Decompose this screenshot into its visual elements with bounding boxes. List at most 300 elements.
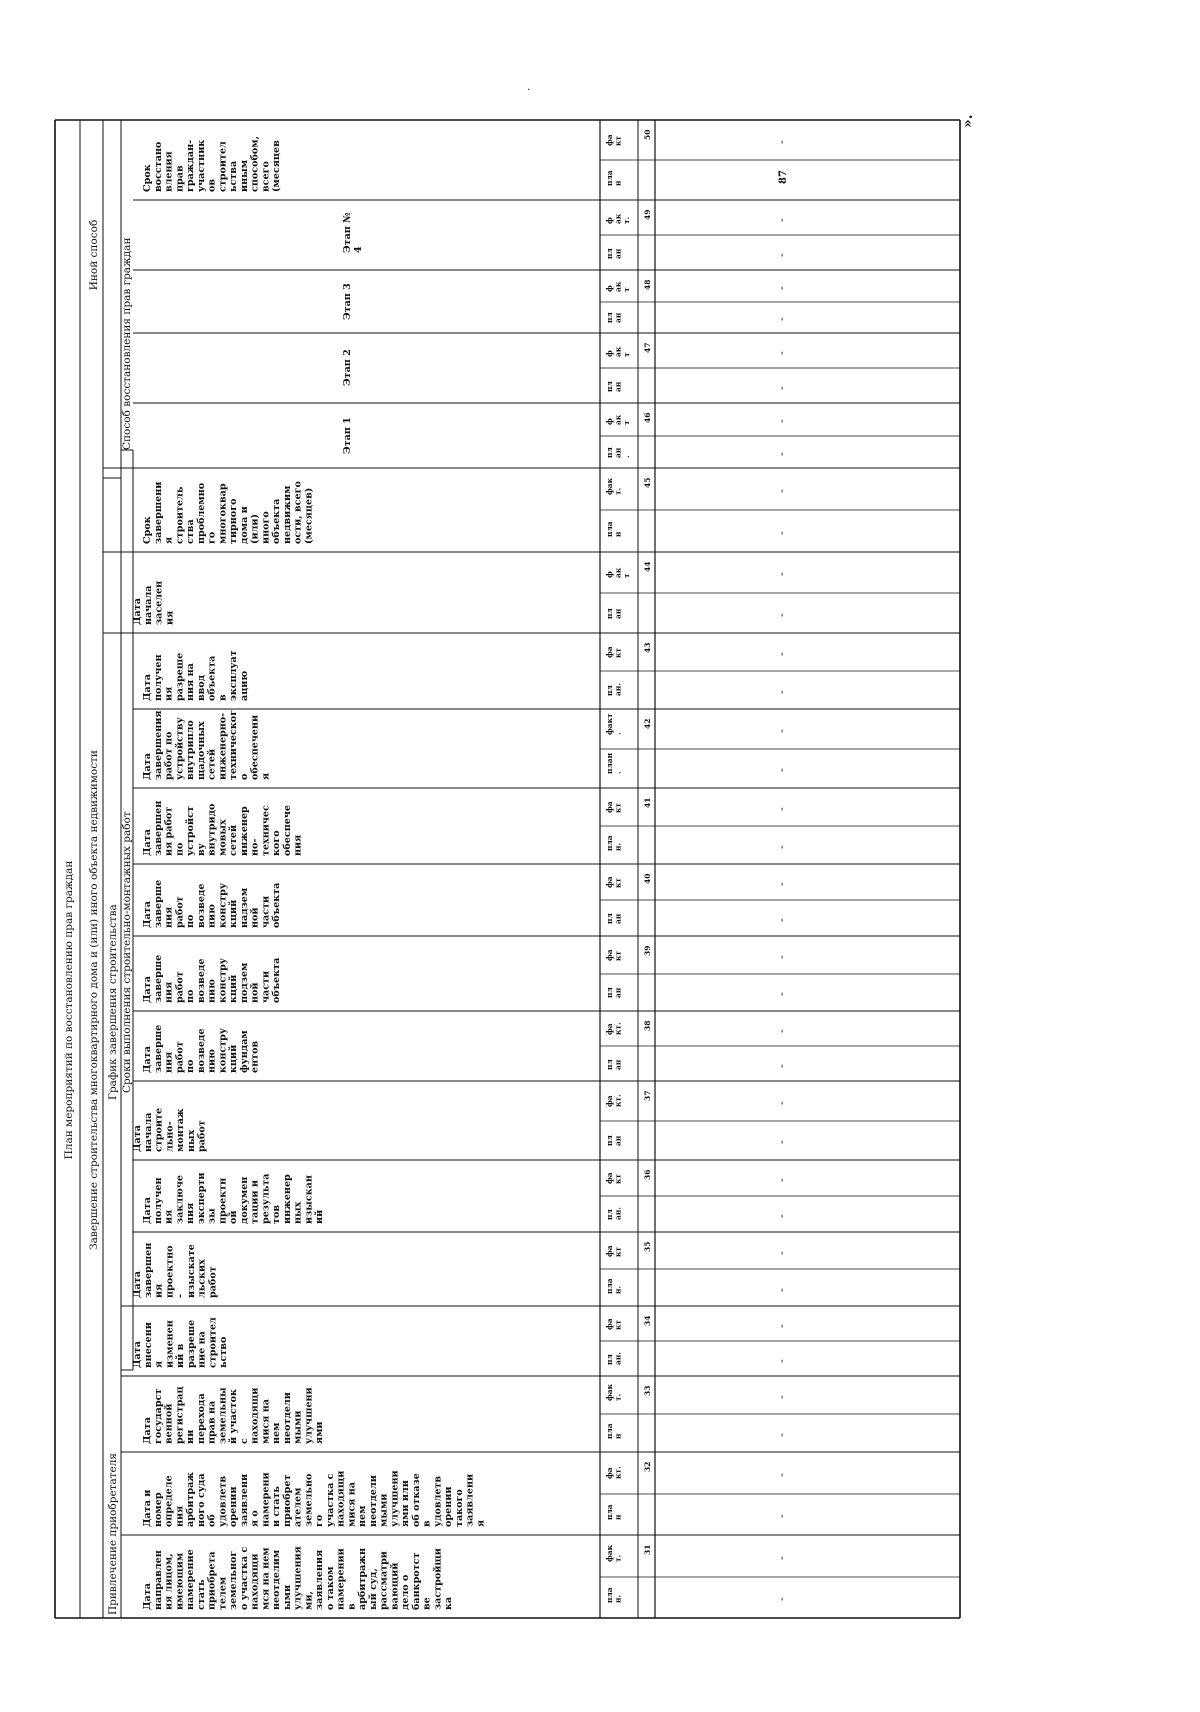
plan-label-46-line: . (621, 455, 631, 458)
column-number-50 (643, 130, 652, 140)
column-caption-38-line: возведе (195, 1028, 207, 1073)
plan-label-41 (605, 835, 622, 851)
plan-label-40-line: пл (605, 913, 614, 924)
plan-label-36-line: ан. (613, 1207, 623, 1220)
column-caption-35-line: изыскате (185, 1244, 197, 1298)
column-caption-41-line: кого (271, 830, 283, 856)
column-caption-49-line: Этап № (342, 212, 353, 253)
fact-value-45-line: - (775, 489, 788, 493)
plan-label-46-line: пл (605, 447, 614, 458)
column-caption-34-line: строител (207, 1317, 219, 1368)
fact-label-45-line: фак (605, 477, 614, 495)
fact-value-48 (775, 286, 788, 290)
fact-label-47-line: т (621, 352, 631, 357)
column-number-42 (643, 719, 652, 729)
fact-label-50-line: кт (613, 135, 623, 146)
column-number-50-line: 50 (643, 129, 652, 140)
plan-label-44-line: ан (613, 608, 623, 619)
fact-label-31-line: фак (605, 1544, 614, 1562)
fact-value-31-line: - (775, 1556, 788, 1560)
column-number-37-line: 37 (643, 1090, 652, 1101)
table-texts (63, 82, 976, 1615)
column-caption-50-line: прав (174, 165, 186, 192)
fact-label-37 (605, 1094, 622, 1107)
column-caption-43-line: получен (152, 654, 164, 701)
column-number-41-line: 41 (643, 797, 652, 808)
plan-value-39 (775, 992, 788, 996)
fact-label-46 (605, 414, 631, 425)
column-caption-31-line: банкротст (410, 1552, 422, 1610)
column-caption-33-line: находящи (249, 1387, 261, 1444)
column-caption-45-line: тирного (228, 498, 240, 544)
column-caption-36 (142, 1172, 325, 1224)
column-caption-43-line: в (217, 694, 229, 701)
plan-value-34 (775, 1359, 788, 1363)
plan-label-33 (605, 1423, 622, 1439)
plan-label-35-line: н. (613, 1285, 623, 1294)
column-caption-42-line: о (238, 773, 250, 780)
column-caption-45 (142, 481, 314, 544)
column-caption-32-line: ного суда (195, 1473, 207, 1527)
column-caption-38-line: по (185, 1059, 197, 1073)
plan-label-36 (605, 1207, 622, 1220)
column-caption-50-line: граждан- (185, 139, 197, 192)
group-acquirer-header (107, 1453, 119, 1615)
plan-label-48-line: пл (605, 312, 614, 323)
column-caption-39-line: ной (249, 982, 261, 1003)
fact-value-50-line: - (775, 140, 788, 144)
column-caption-32-line: ями или (400, 1480, 412, 1527)
column-caption-33 (142, 1386, 325, 1444)
column-caption-31-line: ия лицом, (163, 1553, 175, 1610)
fact-label-38-line: кт. (613, 1022, 623, 1035)
fact-label-43-line: фа (605, 646, 614, 658)
fact-label-48-line: ак (613, 281, 623, 292)
fact-label-36-line: фа (605, 1172, 614, 1184)
column-caption-39-line: работ (174, 971, 186, 1003)
column-caption-36-line: тов (271, 1204, 283, 1224)
fact-label-40-line: фа (605, 876, 614, 888)
column-caption-33-line: мися на (260, 1399, 272, 1444)
group-smr-header (121, 811, 133, 1093)
plan-value-37 (775, 1140, 788, 1144)
fact-label-44 (605, 567, 631, 578)
fact-value-38 (775, 1029, 788, 1033)
column-caption-37-line: ных (185, 1129, 197, 1152)
column-caption-36-line: зы (206, 1208, 218, 1224)
column-caption-36-line: ния (185, 1202, 197, 1224)
column-caption-32-line: неотдели (367, 1475, 379, 1527)
fact-label-39 (605, 949, 622, 961)
column-caption-43-line: Дата (142, 674, 153, 701)
plan-label-44 (605, 608, 622, 619)
column-caption-32-line: удовлетв (432, 1475, 444, 1527)
column-caption-33-line: ями (314, 1421, 326, 1444)
column-caption-36-line: докумен (238, 1176, 250, 1224)
column-caption-35-line: - (175, 1294, 187, 1298)
plan-label-38 (605, 1059, 622, 1070)
fact-label-45 (605, 477, 622, 495)
column-number-47 (643, 343, 652, 353)
column-number-47-line: 47 (643, 342, 652, 353)
column-caption-35-line: Дата (132, 1271, 143, 1298)
fact-value-50 (775, 140, 788, 144)
column-caption-42-line: я (260, 772, 272, 780)
fact-label-37-line: фа (605, 1095, 614, 1107)
column-caption-42-line: устройству (174, 717, 186, 780)
plan-value-45-line: - (775, 531, 788, 535)
column-caption-31-line: ми, (303, 1591, 315, 1610)
column-caption-31-line: телем (217, 1576, 229, 1610)
column-caption-32-line: приобрет (281, 1474, 293, 1527)
column-caption-31-line: приобрета (206, 1551, 218, 1610)
column-number-38-line: 38 (643, 1020, 652, 1031)
plan-value-36-line: - (775, 1214, 788, 1218)
plan-value-42-line: - (775, 768, 788, 772)
plan-value-43-line: - (775, 690, 788, 694)
group-acquirer-header-line: Привлечение приобретателя (107, 1452, 119, 1615)
plan-label-35 (605, 1278, 622, 1294)
column-caption-42-line: сетей (206, 748, 218, 780)
column-caption-34-line: ий в (175, 1343, 187, 1368)
fact-value-39-line: - (775, 955, 788, 959)
plan-label-48-line: ан (613, 312, 623, 323)
plan-value-48 (775, 317, 788, 321)
fact-label-35-line: фа (605, 1245, 614, 1257)
column-caption-44-line: ия (164, 610, 176, 625)
column-caption-45-line: завершени (152, 481, 164, 544)
plan-value-32 (775, 1514, 788, 1518)
column-caption-32-line: намерени (260, 1472, 272, 1527)
column-caption-31-line: застройщи (432, 1548, 444, 1610)
column-caption-45-line: многоквар (217, 483, 229, 544)
column-caption-36-line: ия (163, 1209, 175, 1224)
column-caption-39-line: части (260, 970, 272, 1003)
plan-label-36-line: пл (605, 1209, 614, 1220)
column-caption-36-line: заключе (174, 1175, 186, 1224)
column-caption-38-line: ентов (249, 1040, 261, 1073)
column-caption-43 (142, 650, 250, 701)
column-caption-35 (132, 1243, 218, 1298)
fact-label-49 (605, 213, 631, 224)
column-caption-31-line: ка (443, 1596, 455, 1610)
column-caption-42-line: Дата (142, 753, 153, 780)
fact-label-32-line: кт. (613, 1466, 623, 1479)
plan-value-45 (775, 531, 788, 535)
closing-quote-mark-line: ». (960, 114, 976, 128)
column-caption-40 (142, 880, 282, 928)
column-number-43-line: 43 (643, 642, 652, 653)
fact-value-46 (775, 419, 788, 423)
fact-value-35 (775, 1251, 788, 1255)
column-number-32-line: 32 (643, 1461, 652, 1472)
fact-label-33-line: фак (605, 1383, 614, 1401)
column-caption-37 (132, 1108, 208, 1152)
column-number-35-line: 35 (643, 1241, 652, 1252)
column-caption-39-line: кций (228, 974, 240, 1003)
column-caption-45-line: строитель (174, 486, 186, 544)
fact-label-44-line: ак (613, 567, 623, 578)
plan-label-34-line: пл (605, 1354, 614, 1365)
plan-label-40-line: ан (613, 913, 623, 924)
column-caption-34-line: Дата (132, 1341, 143, 1368)
fact-label-41 (605, 801, 622, 813)
column-caption-40-line: работ (174, 896, 186, 928)
column-number-31-line: 31 (643, 1544, 652, 1555)
column-caption-36-line: эксперти (195, 1172, 207, 1224)
column-caption-43-line: ацию (238, 670, 250, 701)
plan-value-48-line: - (775, 317, 788, 321)
column-number-36 (643, 1170, 652, 1180)
column-caption-32-line: заявлени (464, 1473, 476, 1527)
plan-label-31-line: пла (605, 1587, 614, 1603)
plan-label-33-line: н (613, 1433, 623, 1439)
column-caption-32-line: Дата и (142, 1489, 153, 1527)
fact-value-44-line: - (775, 572, 788, 576)
column-caption-32-line: об отказе (410, 1473, 422, 1527)
plan-value-35-line: - (775, 1288, 788, 1292)
column-caption-31-line: в (346, 1603, 358, 1610)
column-number-42-line: 42 (643, 718, 652, 729)
column-caption-35-line: завершен (142, 1242, 154, 1298)
column-caption-40-line: Дата (142, 901, 153, 928)
column-caption-40-line: надзем (238, 887, 250, 928)
column-caption-34-line: изменен (164, 1320, 176, 1368)
column-caption-37-line: монтаж (175, 1108, 187, 1152)
column-caption-50-line: строител (217, 141, 229, 192)
plan-label-45 (605, 521, 622, 537)
column-caption-42-line: завершения (152, 710, 164, 780)
fact-value-46-line: - (775, 419, 788, 423)
column-caption-45-line: недвижим (281, 485, 293, 544)
column-caption-42-line: внутрипло (185, 720, 197, 780)
column-caption-42-line: инженерно- (217, 712, 229, 780)
fact-value-31 (775, 1556, 788, 1560)
column-caption-50-line: вления (163, 151, 175, 192)
column-caption-33-line: регистрац (174, 1386, 186, 1444)
column-caption-31-line: о таком (324, 1566, 336, 1610)
fact-label-31 (605, 1544, 622, 1562)
column-caption-50-line: всего (260, 161, 272, 192)
column-caption-32-line: орении (443, 1486, 455, 1527)
plan-label-50 (605, 170, 622, 186)
fact-label-41-line: кт (613, 802, 623, 813)
column-caption-47-line: Этап 2 (342, 349, 353, 386)
fact-value-42-line: - (775, 729, 788, 733)
column-caption-36-line: ий (314, 1209, 326, 1224)
scan-dot: . (527, 82, 531, 93)
fact-label-43-line: кт (613, 647, 623, 658)
column-caption-35-line: льских (196, 1259, 208, 1298)
column-caption-45-line: го (206, 531, 218, 544)
column-caption-38-line: Дата (142, 1046, 153, 1073)
plan-value-40-line: - (775, 918, 788, 922)
fact-value-32 (775, 1473, 788, 1477)
column-caption-33-line: земельны (217, 1387, 229, 1444)
column-caption-36-line: тации и (249, 1180, 261, 1224)
column-caption-44-line: начала (142, 585, 154, 625)
column-caption-33-line: государст (152, 1388, 164, 1444)
column-caption-50-line: восстано (152, 141, 164, 192)
column-caption-31-line: неотделим (271, 1549, 283, 1610)
column-caption-38-line: констру (217, 1028, 229, 1073)
column-caption-40-line: заверше (152, 879, 164, 928)
column-number-45-line: 45 (643, 477, 652, 488)
column-caption-47 (342, 349, 353, 386)
column-number-43 (643, 643, 652, 653)
column-caption-45-line: объекта (271, 498, 283, 544)
fact-label-49-line: т. (621, 216, 631, 224)
column-caption-46-line: Этап 1 (342, 417, 353, 454)
column-number-39-line: 39 (643, 945, 652, 956)
plan-label-31-line: н. (613, 1594, 623, 1603)
fact-label-35-line: кт (613, 1246, 623, 1257)
column-caption-46 (342, 417, 353, 454)
column-caption-44-line: Дата (132, 598, 143, 625)
plan-value-43 (775, 690, 788, 694)
column-caption-32-line: номер (152, 1492, 164, 1527)
fact-label-46-line: ак (613, 414, 623, 425)
column-caption-45-line: ости, всего (292, 481, 304, 544)
fact-value-47 (775, 351, 788, 355)
column-number-44 (643, 562, 652, 572)
column-caption-32-line: ателем (292, 1487, 304, 1527)
fact-label-42 (605, 713, 622, 735)
column-caption-31-line: ыми (281, 1584, 293, 1610)
plan-value-47-line: - (775, 386, 788, 390)
column-number-37 (643, 1091, 652, 1101)
column-caption-32-line: улучшени (389, 1470, 401, 1527)
column-caption-32-line: ния (174, 1505, 186, 1527)
plan-value-44 (775, 613, 788, 617)
fact-label-49-line: ф (605, 217, 614, 224)
column-caption-43-line: ния на (185, 663, 197, 701)
fact-label-40 (605, 876, 622, 888)
table-frame (55, 120, 960, 1618)
column-caption-43-line: объекта (206, 655, 218, 701)
column-number-48-line: 48 (643, 279, 652, 290)
plan-value-41 (775, 845, 788, 849)
column-caption-41-line: по (174, 842, 186, 856)
column-caption-42-line: обеспечени (249, 714, 261, 780)
plan-label-47-line: пл (605, 381, 614, 392)
column-caption-40-line: части (260, 895, 272, 928)
column-caption-41-line: ву (195, 843, 207, 856)
plan-value-44-line: - (775, 613, 788, 617)
other-method-header-line: Иной способ (88, 219, 100, 291)
column-caption-43-line: разреше (174, 652, 186, 701)
column-caption-31-line: земельног (228, 1550, 240, 1610)
fact-label-48 (605, 281, 631, 292)
column-number-36-line: 36 (643, 1169, 652, 1180)
column-caption-32-line: мися на (346, 1482, 358, 1527)
plan-label-42-line: план (605, 752, 614, 774)
column-caption-37-line: строите (153, 1107, 165, 1152)
column-caption-32 (142, 1470, 486, 1527)
fact-label-39-line: фа (605, 949, 614, 961)
column-caption-31-line: направлен (152, 1550, 164, 1610)
column-caption-31-line: рассматри (378, 1551, 390, 1610)
plan-label-35-line: пла (605, 1278, 614, 1294)
fact-value-32-line: - (775, 1473, 788, 1477)
fact-value-49-line: - (775, 218, 788, 222)
plan-value-34-line: - (775, 1359, 788, 1363)
fact-label-38 (605, 1022, 622, 1035)
column-caption-31-line: намерение (185, 1549, 197, 1610)
column-caption-41-line: внутридо (206, 803, 218, 856)
column-caption-45-line: я (163, 536, 175, 544)
fact-label-32 (605, 1466, 622, 1479)
fact-value-40 (775, 882, 788, 886)
plan-label-39 (605, 987, 622, 998)
column-caption-32-line: я (475, 1519, 487, 1527)
column-caption-36-line: результа (260, 1173, 272, 1224)
column-caption-33-line: ии (185, 1429, 197, 1444)
fact-label-49-line: ак (613, 213, 623, 224)
column-caption-32-line: удовлетв (217, 1475, 229, 1527)
column-caption-41-line: но- (249, 838, 261, 856)
fact-value-40-line: - (775, 882, 788, 886)
plan-value-35 (775, 1288, 788, 1292)
column-caption-31-line: о участка с (238, 1546, 250, 1610)
column-caption-41-line: Дата (142, 829, 153, 856)
column-caption-32-line: земельно (303, 1473, 315, 1527)
plan-label-50-line: н (613, 180, 623, 186)
column-caption-38-line: кций (228, 1044, 240, 1073)
plan-label-37 (605, 1135, 622, 1146)
column-caption-43-line: эксплуат (228, 650, 240, 701)
group-restore-method-header-line: Способ восстановления прав граждан (121, 237, 133, 450)
column-caption-31-line: находящи (249, 1553, 261, 1610)
column-caption-37-line: начала (142, 1112, 154, 1152)
column-caption-32-line: орении (228, 1486, 240, 1527)
column-caption-36-line: изыскан (303, 1175, 315, 1224)
fact-value-49 (775, 218, 788, 222)
column-caption-45-line: иного (260, 511, 272, 544)
plan-label-37-line: пл (605, 1135, 614, 1146)
fact-label-32-line: фа (605, 1467, 614, 1479)
column-caption-39-line: подзем (238, 962, 250, 1003)
plan-label-32 (605, 1504, 622, 1520)
plan-label-46-line: ан (613, 447, 623, 458)
fact-label-50-line: фа (605, 134, 614, 146)
column-caption-32-line: арбитраж (185, 1472, 197, 1527)
column-caption-33-line: Дата (142, 1417, 153, 1444)
column-caption-37-line: льно- (164, 1121, 176, 1152)
column-caption-40-line: ния (163, 906, 175, 928)
column-caption-33-line: прав на (206, 1400, 218, 1444)
column-caption-41 (142, 801, 304, 856)
column-caption-41-line: завершен (152, 800, 164, 856)
column-caption-48 (342, 283, 353, 320)
column-caption-49-line: 4 (352, 246, 364, 253)
column-caption-38-line: нию (206, 1049, 218, 1073)
column-caption-31-line: вающий (389, 1562, 401, 1610)
fact-label-48-line: т (621, 287, 631, 292)
fact-value-35-line: - (775, 1251, 788, 1255)
column-caption-31-line: арбитражн (357, 1547, 369, 1610)
column-caption-41-line: устройст (185, 806, 197, 856)
column-caption-32-line: я о (249, 1510, 261, 1527)
column-caption-50-line: иным (238, 159, 250, 192)
column-caption-32-line: и стать (271, 1486, 283, 1527)
fact-value-44 (775, 572, 788, 576)
column-caption-32-line: в (421, 1520, 433, 1527)
plan-label-38-line: ан (613, 1059, 623, 1070)
fact-label-45-line: т. (613, 487, 623, 495)
page-subtitle (88, 750, 100, 1250)
fact-label-35 (605, 1245, 622, 1257)
